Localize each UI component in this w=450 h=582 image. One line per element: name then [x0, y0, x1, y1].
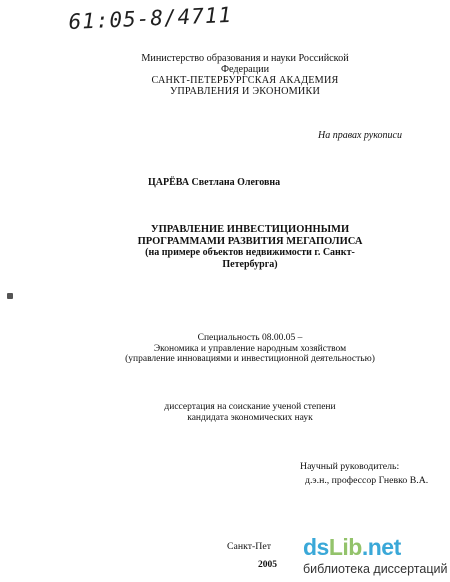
year: 2005 — [258, 560, 277, 570]
academy-name: САНКТ-ПЕТЕРБУРГСКАЯ АКАДЕМИЯ — [151, 75, 339, 86]
dslib-tagline: библиотека диссертаций — [303, 562, 448, 576]
degree-line-2: кандидата экономических наук — [187, 412, 313, 423]
supervisor-block — [300, 460, 428, 488]
degree-line-1: диссертация на соискание ученой степени — [164, 402, 336, 412]
supervisor-label: Научный руководитель: — [300, 461, 400, 472]
manuscript-rights-note: На правах рукописи — [318, 130, 402, 141]
title-line-3: (на примере объектов недвижимости г. Санкт- — [145, 247, 355, 258]
logo-lib: Lib — [328, 534, 362, 560]
title-line-4: Петербурга) — [222, 258, 278, 270]
dslib-watermark[interactable] — [296, 534, 450, 582]
scan-mark — [7, 293, 13, 299]
degree-block — [130, 402, 370, 423]
logo-ds: ds — [303, 534, 329, 560]
supervisor-name: д.э.н., профессор Гневко В.А. — [305, 475, 429, 486]
logo-net: .net — [361, 534, 401, 560]
speciality-name: Экономика и управление народным хозяйством — [153, 343, 347, 354]
handwritten-archive-code: 61:05-8/4711 — [68, 2, 233, 34]
speciality-detail: (управление инновациями и инвестиционной деятельностью) — [125, 354, 375, 364]
dissertation-title — [110, 224, 390, 270]
title-line-1: УПРАВЛЕНИЕ ИНВЕСТИЦИОННЫМИ — [150, 224, 350, 235]
author-name: ЦАРЁВА Светлана Олеговна — [148, 177, 281, 188]
organization-header — [125, 53, 365, 97]
speciality-block — [110, 333, 390, 365]
academy-dept: УПРАВЛЕНИЯ И ЭКОНОМИКИ — [169, 86, 321, 97]
ministry-name: Министерство образования и науки Российской Федерации — [141, 53, 349, 75]
title-line-2: ПРОГРАММАМИ РАЗВИТИЯ МЕГАПОЛИСА — [137, 235, 363, 247]
city-name: Санкт-Пет — [227, 541, 272, 552]
speciality-code: Специальность 08.00.05 – — [197, 333, 303, 343]
dslib-logo — [303, 534, 401, 561]
